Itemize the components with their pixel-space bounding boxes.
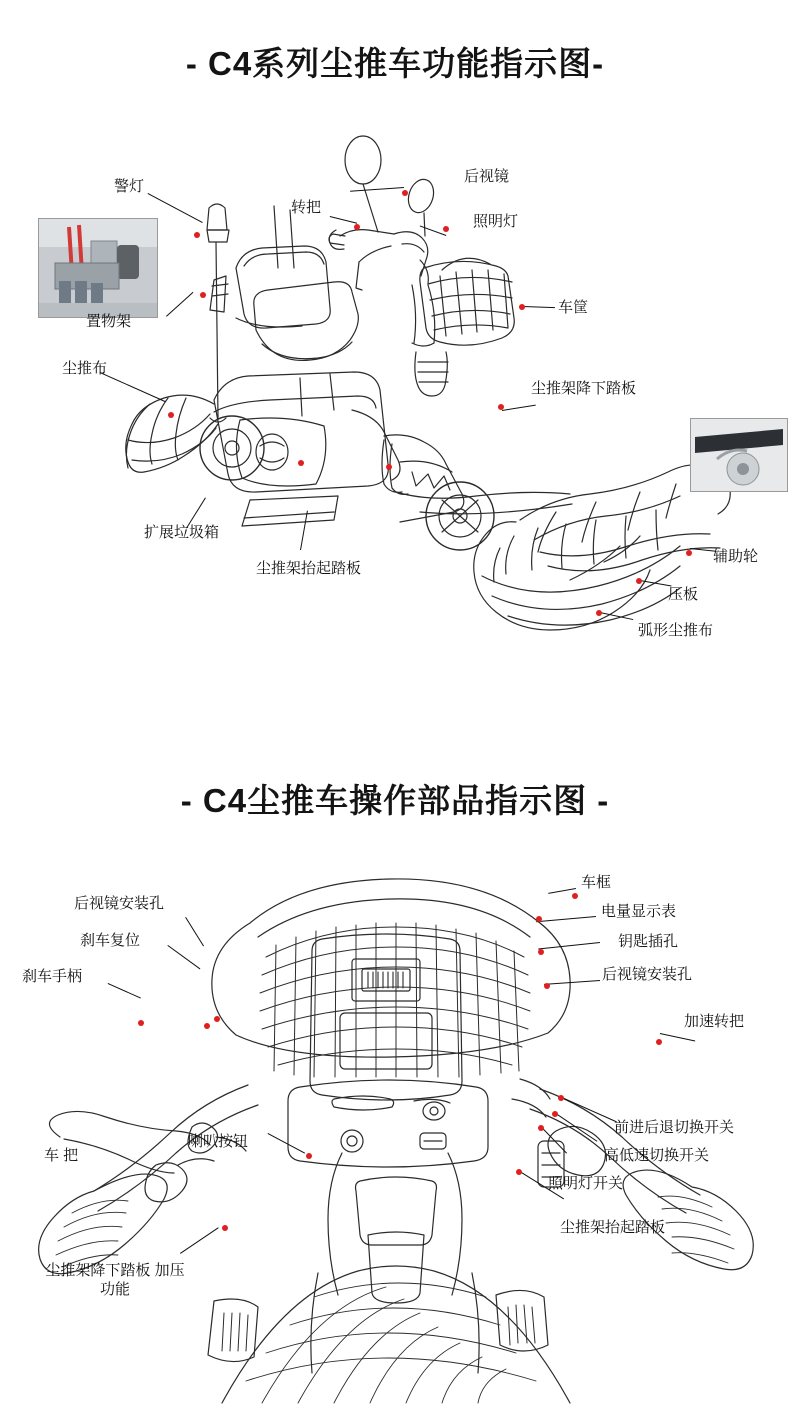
label-key-slot: 钥匙插孔 — [618, 933, 679, 950]
callout-dot — [516, 1169, 522, 1175]
label-brake-reset: 刹车复位 — [80, 932, 141, 949]
callout-dot — [222, 1225, 228, 1231]
label-lighting-lamp: 照明灯 — [473, 213, 519, 230]
label-horn-button: 喇叭按钮 — [188, 1133, 249, 1150]
label-battery-meter: 电量显示表 — [601, 903, 677, 920]
label-handlebar: 车 把 — [44, 1147, 79, 1164]
callout-dot — [200, 292, 206, 298]
control-parts-illustration — [0, 713, 790, 1426]
label-warning-light: 警灯 — [114, 178, 145, 195]
label-frame: 车框 — [581, 874, 612, 891]
label-storage-rack: 置物架 — [86, 313, 132, 330]
label-fwd-rev-switch: 前进后退切换开关 — [614, 1119, 735, 1136]
storage-rack-photo — [38, 218, 158, 318]
label-lower-pedal-pressure: 尘推架降下踏板 加压功能 — [45, 1262, 185, 1298]
callout-dot — [558, 1095, 564, 1101]
callout-dot — [596, 610, 602, 616]
label-lower-pedal: 尘推架降下踏板 — [531, 380, 637, 397]
label-aux-wheel: 辅助轮 — [713, 548, 759, 565]
callout-dot — [686, 550, 692, 556]
control-parts-section — [0, 713, 790, 1426]
callout-dot — [204, 1023, 210, 1029]
callout-dot — [194, 232, 200, 238]
callout-dot — [656, 1039, 662, 1045]
callout-dot — [498, 404, 504, 410]
callout-dot — [354, 224, 360, 230]
callout-dot — [552, 1111, 558, 1117]
callout-dot — [544, 983, 550, 989]
callout-dot — [306, 1153, 312, 1159]
callout-dot — [636, 578, 642, 584]
callout-dot — [572, 893, 578, 899]
label-speed-switch: 高低速切换开关 — [604, 1147, 710, 1164]
aux-wheel-photo — [690, 418, 788, 492]
label-accel-grip: 加速转把 — [684, 1013, 745, 1030]
label-expand-trash-bin: 扩展垃圾箱 — [144, 524, 220, 541]
callout-dot — [536, 916, 542, 922]
control-parts-title: - C4尘推车操作部品指示图 - — [180, 782, 610, 819]
label-arc-dust-cloth: 弧形尘推布 — [638, 622, 714, 639]
label-twist-grip: 转把 — [291, 199, 322, 216]
callout-dot — [402, 190, 408, 196]
label-mirror-hole-right: 后视镜安装孔 — [602, 966, 693, 983]
label-raise-pedal: 尘推架抬起踏板 — [256, 560, 362, 577]
label-light-switch: 照明灯开关 — [548, 1175, 624, 1192]
callout-dot — [386, 464, 392, 470]
callout-dot — [443, 226, 449, 232]
callout-dot — [519, 304, 525, 310]
callout-dot — [168, 412, 174, 418]
label-press-plate: 压板 — [668, 586, 699, 603]
callout-dot — [538, 1125, 544, 1131]
callout-dot — [214, 1016, 220, 1022]
function-diagram-title: - C4系列尘推车功能指示图- — [185, 45, 605, 82]
callout-dot — [298, 460, 304, 466]
label-brake-lever: 刹车手柄 — [22, 968, 83, 985]
label-basket: 车筐 — [558, 299, 589, 316]
label-raise-pedal: 尘推架抬起踏板 — [560, 1219, 666, 1236]
label-mirror-hole-left: 后视镜安装孔 — [74, 895, 165, 912]
callout-dot — [138, 1020, 144, 1026]
callout-dot — [538, 949, 544, 955]
label-dust-push-cloth: 尘推布 — [62, 360, 108, 377]
label-rear-mirror: 后视镜 — [464, 168, 510, 185]
